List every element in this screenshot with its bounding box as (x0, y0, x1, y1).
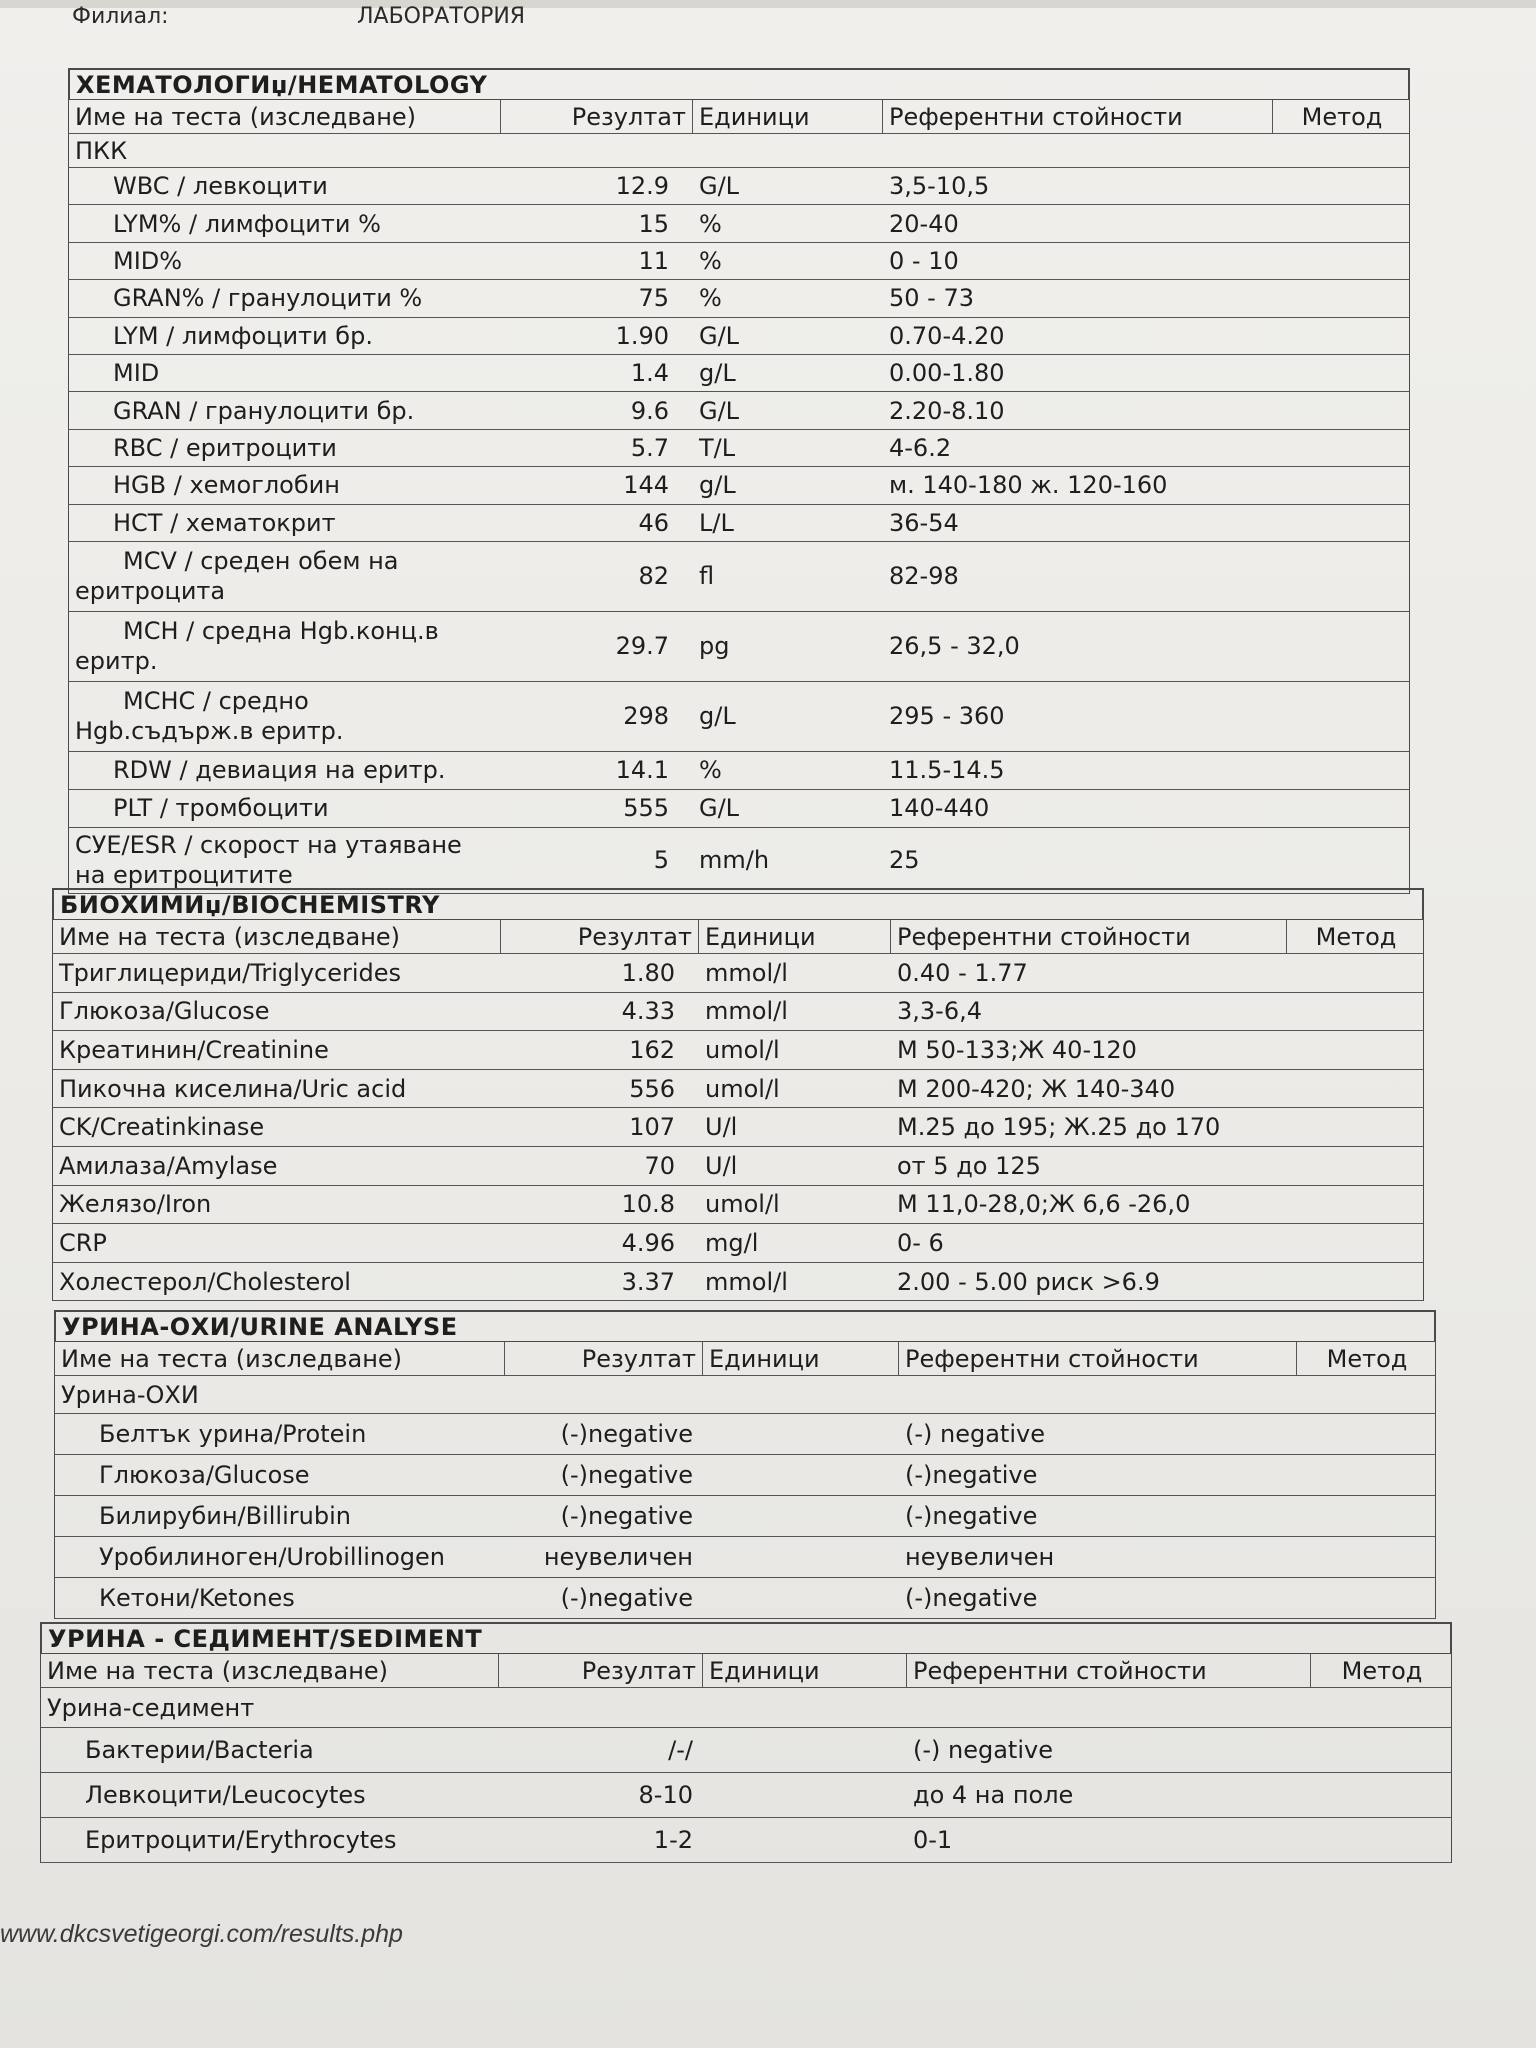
test-unit: umol/l (705, 1035, 780, 1064)
col-name: Име на теста (изследване) (53, 920, 501, 953)
test-result: 556 (629, 1074, 675, 1103)
urine-section (54, 1310, 1436, 1619)
test-result: 162 (629, 1035, 675, 1064)
test-result: 555 (623, 794, 669, 823)
group-label: Урина-седимент (47, 1693, 255, 1722)
test-ref: (-) negative (905, 1420, 1045, 1448)
test-result: 9.6 (630, 396, 669, 425)
test-result: 5.7 (630, 433, 669, 462)
group-row (54, 1376, 1436, 1414)
test-name: Глюкоза/Glucose (99, 1461, 310, 1489)
test-result: 4.96 (621, 1228, 675, 1257)
test-name-line1: СУЕ/ESR / скорост на утаяване (75, 831, 462, 860)
test-name: Пикочна киселина/Uric acid (59, 1074, 407, 1103)
test-result: 8-10 (638, 1781, 693, 1809)
biochemistry-title: БИОХИМИџ/BIOCHEMISTRY (52, 888, 1424, 920)
test-result: 1.80 (621, 958, 675, 987)
table-header (68, 100, 1410, 134)
hematology-title: ХЕМАТОЛОГИџ/HEMATOLOGY (68, 68, 1410, 100)
table-row (40, 1728, 1452, 1773)
test-result: 144 (623, 471, 669, 500)
table-row (52, 1263, 1424, 1302)
test-ref: 2.00 - 5.00 риск >6.9 (897, 1267, 1160, 1296)
test-name: HGB / хемоглобин (113, 471, 340, 500)
test-name (69, 616, 501, 676)
col-units: Единици (703, 1342, 899, 1375)
test-name: PLT / тромбоцити (113, 794, 329, 823)
group-label: ПКК (75, 136, 128, 165)
test-name: Холестерол/Cholesterol (59, 1267, 351, 1296)
test-ref: 140-440 (889, 794, 990, 823)
test-result: 15 (638, 209, 669, 238)
test-ref: 82-98 (889, 562, 959, 591)
table-row (68, 682, 1410, 752)
table-row (68, 205, 1410, 242)
test-result: 10.8 (621, 1190, 675, 1219)
test-ref: 0.40 - 1.77 (897, 958, 1028, 987)
test-unit: pg (699, 632, 730, 661)
test-name: CRP (59, 1228, 107, 1257)
test-name: Триглицериди/Triglycerides (59, 958, 402, 987)
branch-label: Филиал: (72, 4, 169, 29)
test-name-line2: еритроцита (75, 577, 226, 606)
test-name-line1: MCV / среден обем на (123, 547, 399, 576)
table-row (68, 467, 1410, 504)
test-ref: 2.20-8.10 (889, 396, 1005, 425)
branch-value: ЛАБОРАТОРИЯ (357, 4, 526, 29)
test-name-line1: MCHC / средно (123, 687, 309, 716)
table-row (68, 505, 1410, 542)
test-unit: L/L (699, 508, 734, 537)
test-name: LYM% / лимфоцити % (113, 209, 381, 238)
test-name: RBC / еритроцити (113, 433, 337, 462)
test-name (69, 546, 501, 606)
col-name: Име на теста (изследване) (55, 1342, 505, 1375)
test-name: Амилаза/Amylase (59, 1151, 278, 1180)
test-result: 11 (638, 246, 669, 275)
col-method: Метод (1326, 1344, 1408, 1373)
table-row (68, 430, 1410, 467)
col-method: Метод (1341, 1656, 1423, 1685)
table-row (52, 1108, 1424, 1147)
table-row (52, 1224, 1424, 1263)
test-unit: umol/l (705, 1190, 780, 1219)
table-row (52, 1031, 1424, 1070)
table-row (68, 243, 1410, 280)
col-result: Резултат (501, 920, 699, 953)
test-ref: до 4 на поле (913, 1781, 1074, 1809)
test-ref: 36-54 (889, 508, 959, 537)
test-name: RDW / девиация на еритр. (113, 756, 446, 785)
test-name-line1: MCH / средна Hgb.конц.в (123, 617, 439, 646)
top-edge (0, 0, 1536, 8)
test-name: Еритроцити/Erythrocytes (85, 1826, 397, 1854)
col-units: Единици (703, 1654, 907, 1687)
col-ref: Референтни стойности (891, 920, 1287, 953)
test-ref: 295 - 360 (889, 702, 1005, 731)
test-name: LYM / лимфоцити бр. (113, 321, 373, 350)
test-unit: mmol/l (705, 958, 788, 987)
test-result: /-/ (668, 1736, 693, 1764)
group-row (40, 1688, 1452, 1728)
test-name: GRAN% / гранулоцити % (113, 284, 423, 313)
table-row (68, 828, 1410, 894)
test-unit: mmol/l (705, 997, 788, 1026)
test-name: Глюкоза/Glucose (59, 997, 270, 1026)
test-name: CK/Creatinkinase (59, 1113, 265, 1142)
test-result: 1-2 (653, 1826, 693, 1854)
table-row (54, 1414, 1436, 1455)
test-ref: М 200-420; Ж 140-340 (897, 1074, 1176, 1103)
table-row (68, 612, 1410, 682)
test-ref: 3,5-10,5 (889, 172, 990, 201)
table-row (54, 1578, 1436, 1619)
group-row (68, 134, 1410, 168)
test-unit: mm/h (699, 846, 770, 875)
test-name (69, 686, 501, 746)
test-ref: м. 140-180 ж. 120-160 (889, 471, 1168, 500)
table-row (68, 542, 1410, 612)
test-ref: (-)negative (905, 1502, 1038, 1530)
table-row (68, 318, 1410, 355)
col-name: Име на теста (изследване) (69, 100, 501, 133)
test-result: 4.33 (621, 997, 675, 1026)
test-result: 3.37 (621, 1267, 675, 1296)
test-ref: (-)negative (905, 1461, 1038, 1489)
test-name-line2: Hgb.съдърж.в еритр. (75, 717, 344, 746)
test-result: (-)negative (560, 1420, 693, 1448)
table-row (52, 993, 1424, 1032)
table-row (68, 752, 1410, 790)
test-ref: неувеличен (905, 1543, 1055, 1571)
col-method: Метод (1301, 102, 1383, 131)
test-name: Белтък урина/Protein (99, 1420, 367, 1448)
test-result: 12.9 (615, 172, 669, 201)
col-units: Единици (693, 100, 883, 133)
test-name (69, 830, 501, 890)
table-row (52, 1070, 1424, 1109)
test-name: Левкоцити/Leucocytes (85, 1781, 366, 1809)
test-name: Бактерии/Bacteria (85, 1736, 314, 1764)
biochemistry-section (52, 888, 1424, 1301)
test-unit: G/L (699, 396, 740, 425)
test-ref: 4-6.2 (889, 433, 952, 462)
test-unit: % (699, 246, 722, 275)
test-ref: 20-40 (889, 209, 959, 238)
test-result: 29.7 (615, 632, 669, 661)
test-unit: % (699, 209, 722, 238)
test-result: 298 (623, 702, 669, 731)
table-row (68, 280, 1410, 317)
test-result: 82 (638, 562, 669, 591)
test-result: (-)negative (560, 1461, 693, 1489)
test-ref: М 50-133;Ж 40-120 (897, 1035, 1137, 1064)
table-row (40, 1818, 1452, 1863)
table-row (40, 1773, 1452, 1818)
test-ref: 26,5 - 32,0 (889, 632, 1020, 661)
test-ref: 3,3-6,4 (897, 997, 982, 1026)
sediment-title: УРИНА - СЕДИМЕНТ/SEDIMENT (40, 1622, 1452, 1654)
test-name: MID% (113, 246, 183, 275)
test-ref: М.25 до 195; Ж.25 до 170 (897, 1113, 1221, 1142)
col-result: Резултат (499, 1654, 703, 1687)
test-ref: от 5 до 125 (897, 1151, 1041, 1180)
test-name: Желязо/Iron (59, 1190, 212, 1219)
test-unit: G/L (699, 172, 740, 201)
test-result: 46 (638, 508, 669, 537)
test-name-line2: на еритроцитите (75, 861, 293, 890)
col-units: Единици (699, 920, 891, 953)
test-result: (-)negative (560, 1502, 693, 1530)
urine-title: УРИНА-ОХИ/URINE ANALYSE (54, 1310, 1436, 1342)
table-row (68, 790, 1410, 828)
test-ref: 50 - 73 (889, 284, 974, 313)
test-ref: 11.5-14.5 (889, 756, 1005, 785)
table-header (52, 920, 1424, 954)
table-row (54, 1496, 1436, 1537)
test-ref: М 11,0-28,0;Ж 6,6 -26,0 (897, 1190, 1191, 1219)
test-unit: mmol/l (705, 1267, 788, 1296)
test-unit: g/L (699, 702, 736, 731)
table-header (40, 1654, 1452, 1688)
test-unit: G/L (699, 321, 740, 350)
col-ref: Референтни стойности (907, 1654, 1311, 1687)
test-ref: 0 - 10 (889, 246, 959, 275)
hematology-section (68, 68, 1410, 894)
test-name: HCT / хематокрит (113, 508, 336, 537)
test-result: 75 (638, 284, 669, 313)
test-result: 1.4 (630, 359, 669, 388)
sediment-section (40, 1622, 1452, 1863)
col-ref: Референтни стойности (899, 1342, 1297, 1375)
test-ref: (-) negative (913, 1736, 1053, 1764)
test-unit: G/L (699, 794, 740, 823)
test-ref: 0- 6 (897, 1228, 944, 1257)
test-unit: U/l (705, 1113, 738, 1142)
test-unit: % (699, 284, 722, 313)
test-unit: T/L (699, 433, 736, 462)
col-name: Име на теста (изследване) (41, 1654, 499, 1687)
test-unit: umol/l (705, 1074, 780, 1103)
table-row (68, 355, 1410, 392)
test-result: (-)negative (560, 1584, 693, 1612)
test-name: GRAN / гранулоцити бр. (113, 396, 415, 425)
test-result: 14.1 (615, 756, 669, 785)
test-name: Кетони/Ketones (99, 1584, 295, 1612)
test-unit: g/L (699, 359, 736, 388)
test-name: WBC / левкоцити (113, 172, 328, 201)
footer-url: www.dkcsvetigeorgi.com/results.php (0, 1920, 403, 1948)
col-result: Резултат (501, 100, 693, 133)
table-row (68, 392, 1410, 429)
test-result: 1.90 (615, 321, 669, 350)
table-row (52, 1186, 1424, 1225)
test-ref: 0-1 (913, 1826, 953, 1854)
test-unit: g/L (699, 471, 736, 500)
test-name: Уробилиноген/Urobillinogen (99, 1543, 446, 1571)
col-result: Резултат (505, 1342, 703, 1375)
test-name: MID (113, 359, 160, 388)
test-ref: 0.00-1.80 (889, 359, 1005, 388)
col-ref: Референтни стойности (883, 100, 1273, 133)
test-unit: mg/l (705, 1228, 759, 1257)
test-ref: 0.70-4.20 (889, 321, 1005, 350)
test-ref: 25 (889, 846, 920, 875)
test-result: 5 (653, 846, 669, 875)
table-row (52, 1147, 1424, 1186)
test-unit: fl (699, 562, 715, 591)
test-result: 70 (644, 1151, 675, 1180)
col-method: Метод (1315, 922, 1397, 951)
table-row (52, 954, 1424, 993)
test-name: Билирубин/Billirubin (99, 1502, 351, 1530)
test-ref: (-)negative (905, 1584, 1038, 1612)
test-result: 107 (629, 1113, 675, 1142)
table-row (68, 168, 1410, 205)
group-label: Урина-ОХИ (61, 1380, 199, 1409)
table-row (54, 1455, 1436, 1496)
table-header (54, 1342, 1436, 1376)
test-unit: U/l (705, 1151, 738, 1180)
test-result: неувеличен (543, 1543, 693, 1571)
test-name: Креатинин/Creatinine (59, 1035, 329, 1064)
test-unit: % (699, 756, 722, 785)
test-name-line2: еритр. (75, 647, 158, 676)
table-row (54, 1537, 1436, 1578)
